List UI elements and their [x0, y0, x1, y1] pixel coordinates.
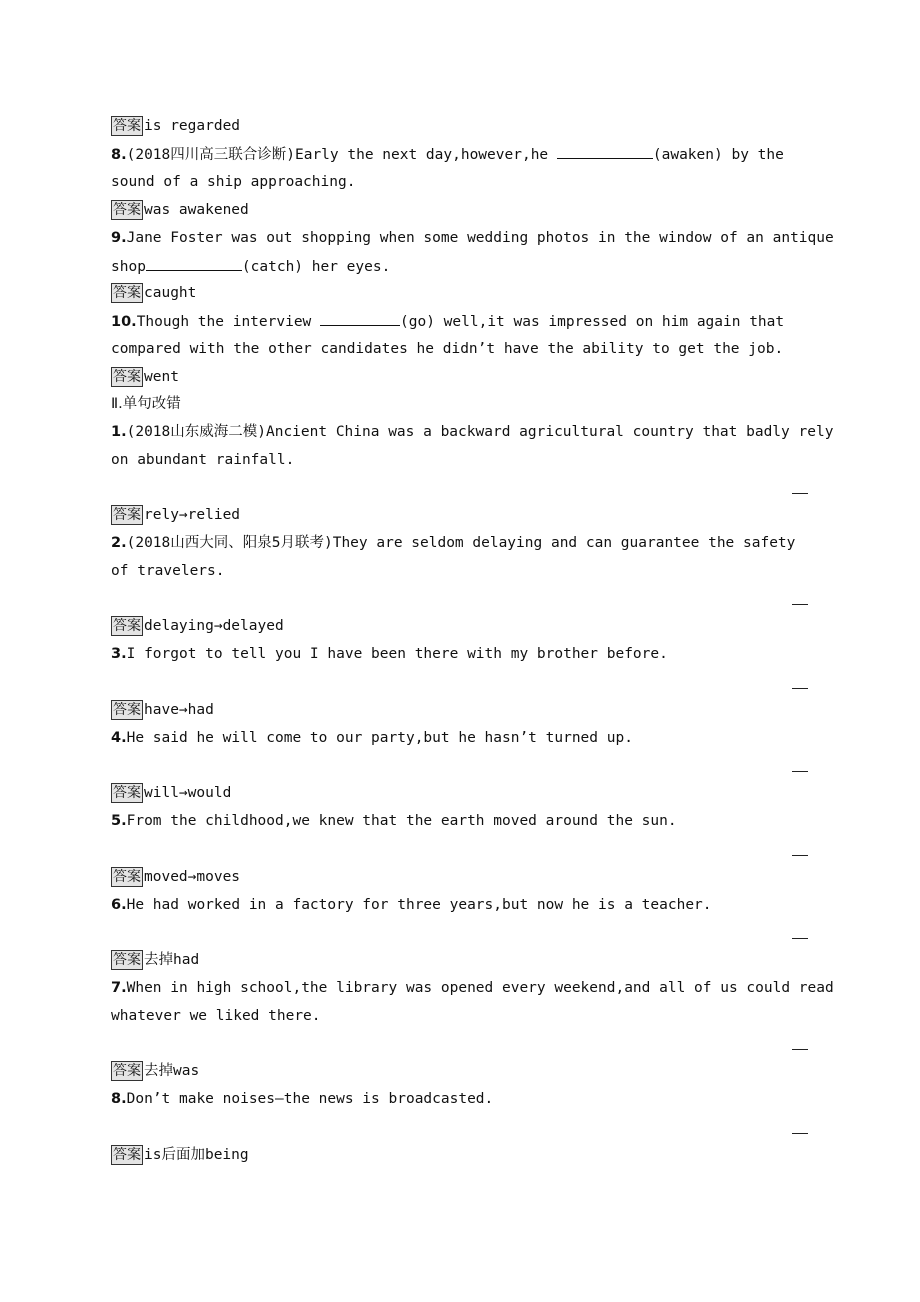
question-number: 4.: [111, 730, 127, 746]
fill-blank[interactable]: [146, 256, 242, 271]
answer-line: [111, 505, 240, 525]
answer-text: caught: [144, 285, 197, 301]
question-line: sound of a ship approaching.: [111, 174, 356, 190]
answer-tag: 答案: [113, 618, 141, 634]
question-line: [111, 978, 834, 998]
answer-line: [111, 1145, 249, 1165]
blank-dash: [792, 604, 808, 605]
question-line: [111, 533, 795, 553]
blank-dash: [792, 493, 808, 494]
answer-line: [111, 1061, 199, 1081]
blank-dash: [792, 855, 808, 856]
question-number: 8.: [111, 1091, 127, 1107]
question-number: 2.: [111, 535, 127, 551]
answer-tag: 答案: [113, 785, 141, 801]
question-text: He had worked in a factory for three years,but now he is a teacher.: [126, 897, 712, 913]
answer-text: rely→relied: [144, 507, 241, 523]
answer-line: [111, 116, 240, 136]
question-line: [111, 644, 668, 664]
question-text: (2018四川高三联合诊断)Early the next day,however,he: [126, 147, 557, 163]
question-line: [111, 728, 633, 748]
answer-tag: 答案: [113, 507, 141, 523]
answer-tag: 答案: [113, 952, 141, 968]
blank-dash: [792, 1133, 808, 1134]
answer-text: will→would: [144, 785, 232, 801]
question-line: [111, 811, 677, 831]
blank-dash: [792, 1049, 808, 1050]
answer-tag: 答案: [113, 702, 141, 718]
answer-text: is后面加being: [144, 1147, 249, 1163]
answer-line: [111, 700, 214, 720]
blank-dash: [792, 688, 808, 689]
answer-tag: 答案: [113, 869, 141, 885]
answer-text: went: [144, 369, 179, 385]
question-number: 10.: [111, 314, 137, 330]
answer-line: [111, 367, 179, 387]
answer-text: is regarded: [144, 118, 241, 134]
question-text: When in high school,the library was opened every weekend,and all of us could read: [126, 980, 834, 996]
question-number: 7.: [111, 980, 127, 996]
question-text: Though the interview: [136, 314, 321, 330]
section-title: Ⅱ.单句改错: [111, 396, 181, 412]
blank-dash: [792, 771, 808, 772]
question-number: 9.: [111, 230, 127, 246]
question-text: From the childhood,we knew that the earth moved around the sun.: [126, 813, 677, 829]
question-line: whatever we liked there.: [111, 1008, 321, 1024]
question-text: Jane Foster was out shopping when some wedding photos in the window of an antique: [126, 230, 834, 246]
question-line: [111, 1089, 493, 1109]
question-number: 3.: [111, 646, 127, 662]
answer-line: [111, 616, 284, 636]
answer-tag: 答案: [113, 118, 141, 134]
question-hint: (catch) her eyes.: [241, 259, 391, 275]
question-text: (2018山东威海二模)Ancient China was a backward agricultural country that badly rely: [126, 424, 834, 440]
question-line: [111, 311, 784, 332]
answer-text: moved→moves: [144, 869, 241, 885]
question-hint: (awaken) by the: [652, 147, 784, 163]
question-text: Don’t make noises—the news is broadcasted.: [126, 1091, 494, 1107]
answer-line: [111, 283, 196, 303]
answer-line: [111, 950, 199, 970]
question-line: [111, 228, 834, 248]
question-number: 8.: [111, 147, 127, 163]
question-text: shop: [111, 259, 146, 275]
answer-tag: 答案: [113, 1147, 141, 1163]
answer-line: [111, 200, 249, 220]
answer-tag: 答案: [113, 1063, 141, 1079]
question-hint: (go) well,it was impressed on him again that: [400, 314, 785, 330]
answer-text: 去掉was: [144, 1063, 200, 1079]
question-line: [111, 256, 390, 277]
answer-text: 去掉had: [144, 952, 200, 968]
question-line: [111, 422, 833, 442]
question-number: 6.: [111, 897, 127, 913]
answer-line: [111, 783, 231, 803]
question-text: (2018山西大同、阳泉5月联考)They are seldom delaying and can guarantee the safety: [126, 535, 796, 551]
answer-tag: 答案: [113, 369, 141, 385]
question-line: of travelers.: [111, 563, 225, 579]
fill-blank[interactable]: [320, 311, 400, 326]
fill-blank[interactable]: [557, 144, 653, 159]
question-text: I forgot to tell you I have been there with my brother before.: [126, 646, 668, 662]
answer-text: delaying→delayed: [144, 618, 284, 634]
blank-dash: [792, 938, 808, 939]
answer-text: have→had: [144, 702, 214, 718]
answer-tag: 答案: [113, 285, 141, 301]
question-line: [111, 895, 712, 915]
question-text: He said he will come to our party,but he hasn’t turned up.: [126, 730, 633, 746]
question-line: compared with the other candidates he didn’t have the ability to get the job.: [111, 341, 784, 357]
question-line: [111, 144, 784, 165]
question-number: 1.: [111, 424, 127, 440]
answer-text: was awakened: [144, 202, 249, 218]
answer-line: [111, 867, 240, 887]
question-line: on abundant rainfall.: [111, 452, 295, 468]
answer-tag: 答案: [113, 202, 141, 218]
question-number: 5.: [111, 813, 127, 829]
